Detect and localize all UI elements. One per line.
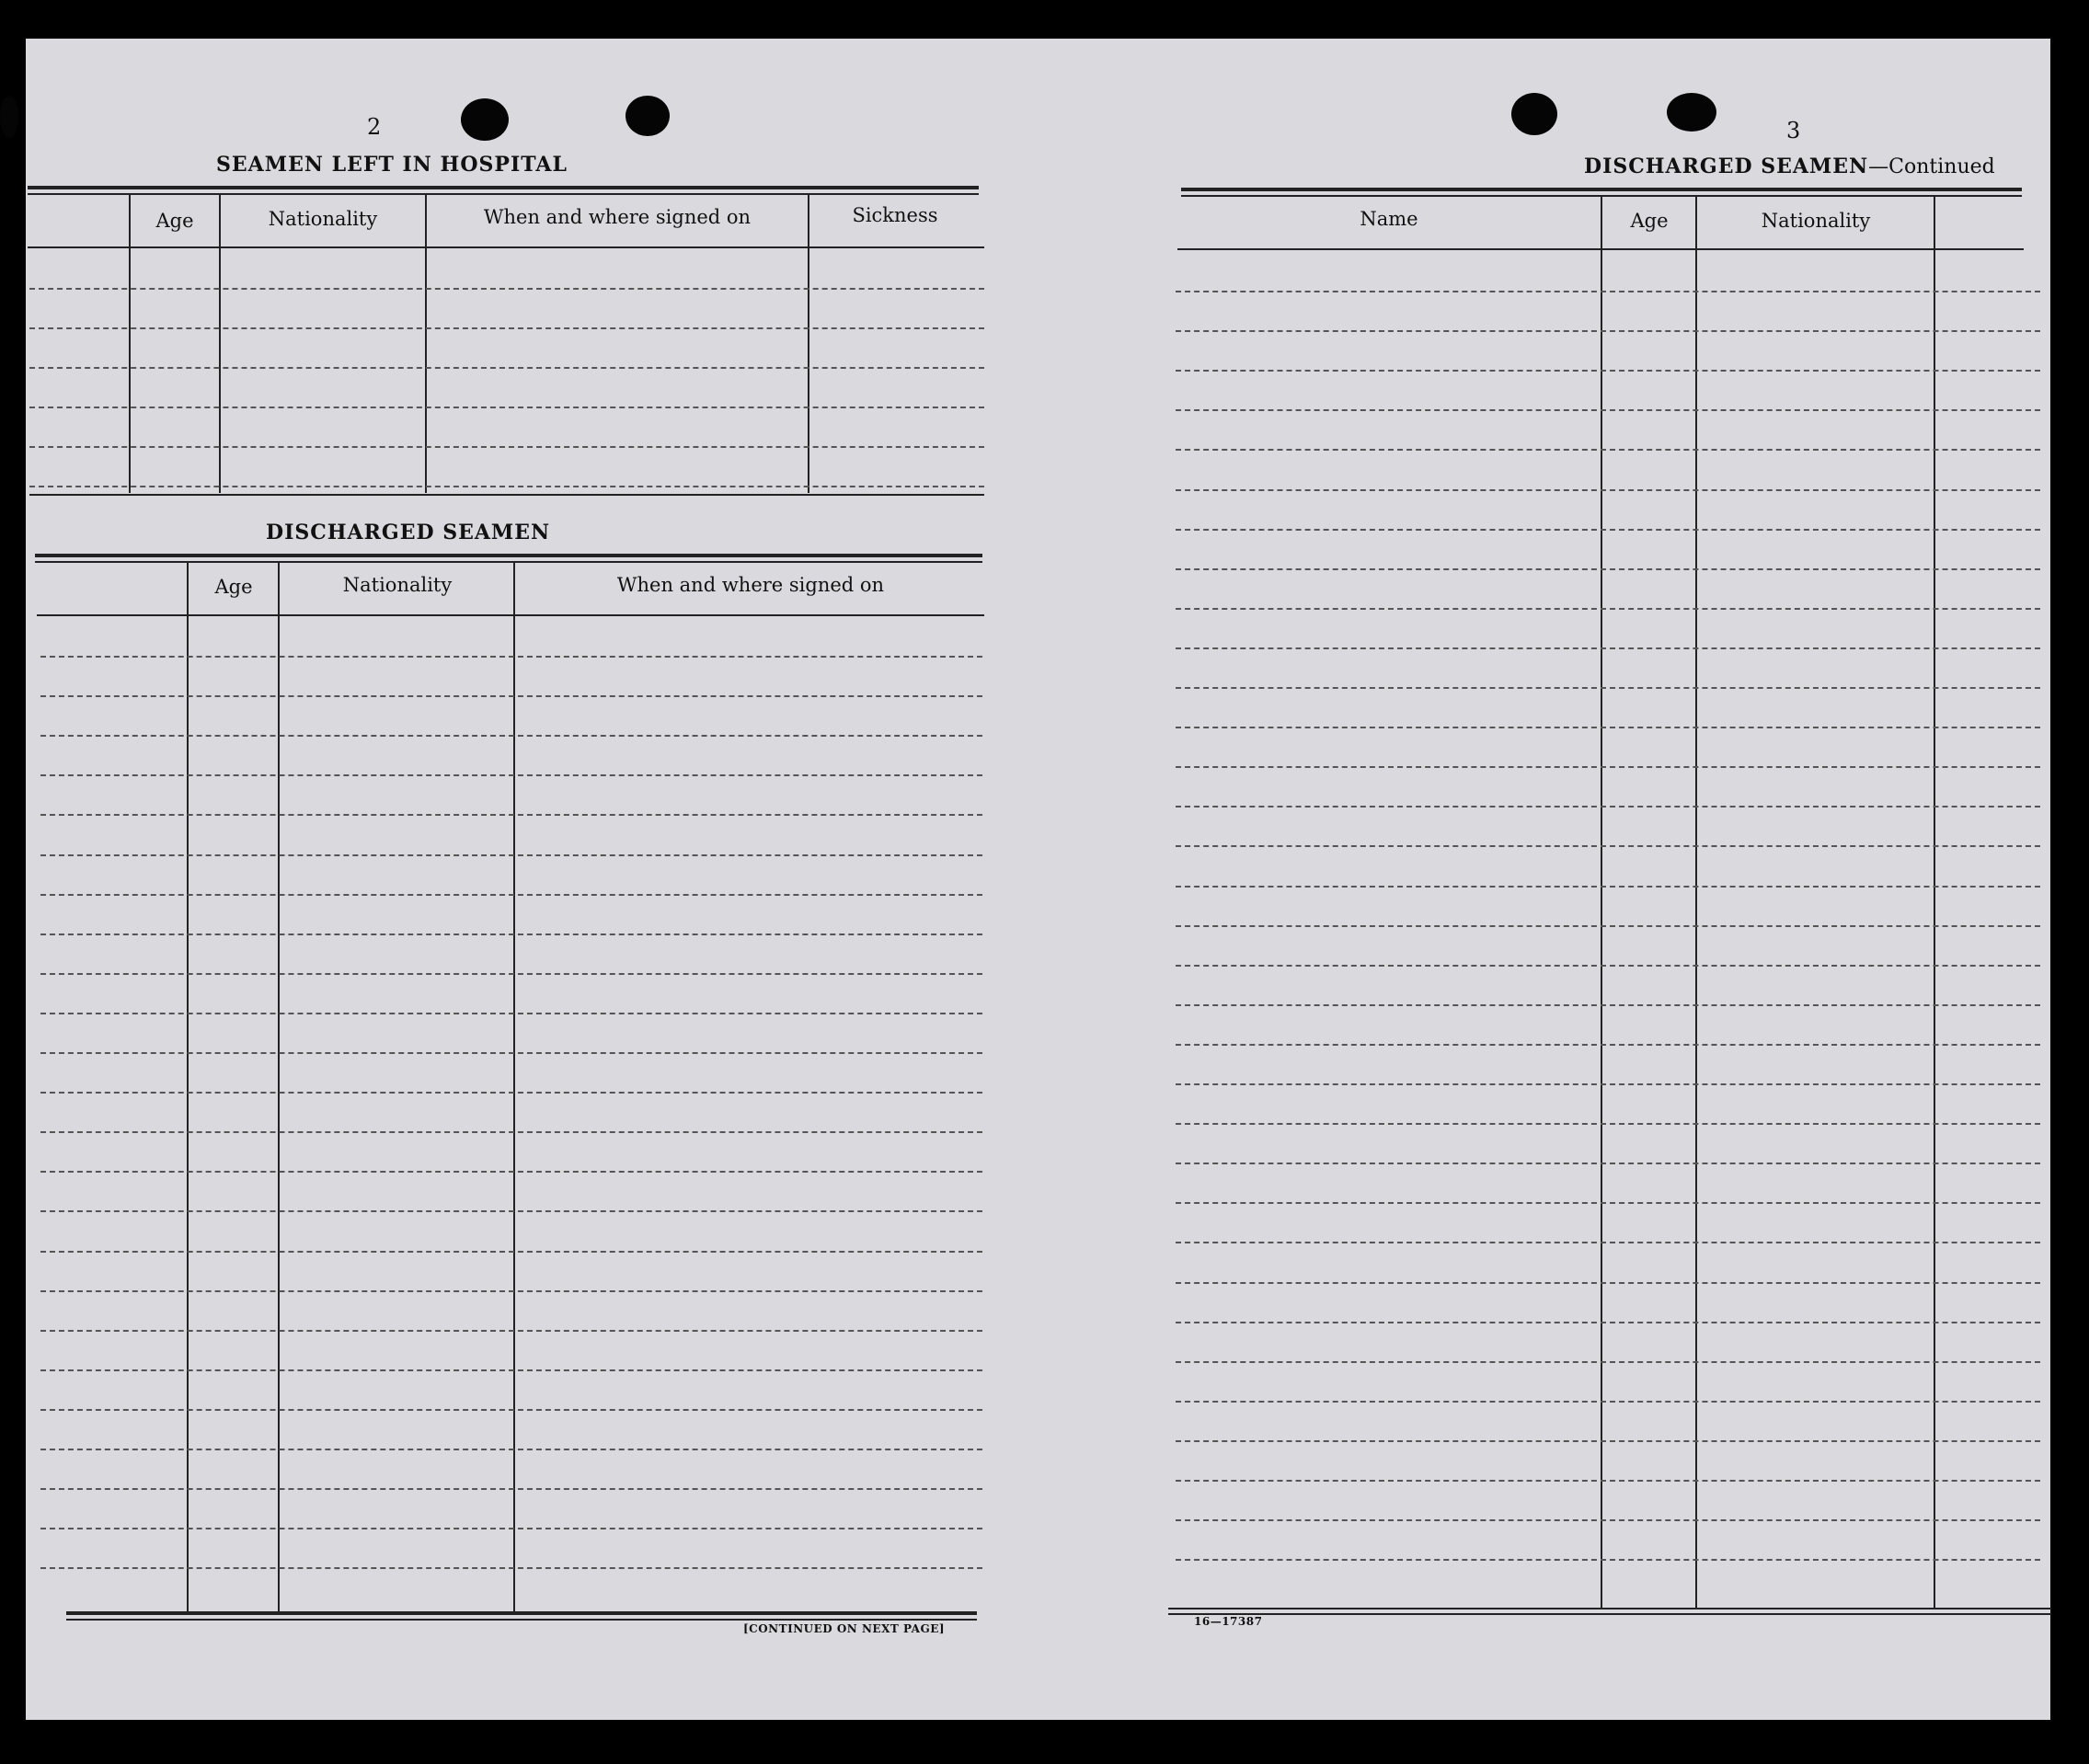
right-table-bottom-rule: [1168, 1608, 2051, 1609]
hospital-col-age: Age: [155, 210, 194, 232]
discharged-continued-title-suffix: —Continued: [1868, 155, 1995, 178]
row-rule: [40, 1369, 982, 1371]
hospital-row-rule: [29, 407, 984, 408]
row-rule: [40, 1052, 982, 1054]
row-rule: [1176, 1083, 2040, 1085]
punch-hole: [0, 96, 18, 138]
right-col-divider: [1695, 197, 1697, 1608]
hospital-col-divider: [808, 195, 809, 493]
discharged-table-top-rule: [35, 554, 982, 557]
row-rule: [1176, 647, 2040, 649]
row-rule: [1176, 1440, 2040, 1442]
row-rule: [1176, 727, 2040, 728]
row-rule: [40, 1567, 982, 1569]
row-rule: [1176, 330, 2040, 332]
right-col-age: Age: [1630, 210, 1669, 232]
row-rule: [40, 934, 982, 935]
row-rule: [40, 854, 982, 856]
row-rule: [40, 814, 982, 816]
row-rule: [40, 1449, 982, 1450]
hospital-row-rule: [29, 446, 984, 448]
row-rule: [1176, 1282, 2040, 1284]
row-rule: [1176, 1519, 2040, 1521]
row-rule: [1176, 1559, 2040, 1561]
row-rule: [1176, 1044, 2040, 1046]
discharged-col-age: Age: [214, 576, 253, 598]
discharged-section-title: DISCHARGED SEAMEN: [266, 521, 551, 544]
hospital-col-divider: [219, 195, 221, 493]
punch-hole: [626, 96, 670, 136]
right-col-name: Name: [1360, 208, 1418, 230]
hospital-row-rule: [29, 288, 984, 290]
hospital-header-rule: [28, 246, 984, 248]
punch-hole: [461, 98, 509, 141]
row-rule: [1176, 291, 2040, 292]
row-rule: [40, 1131, 982, 1133]
page-number-left: 2: [367, 114, 382, 140]
row-rule: [1176, 568, 2040, 570]
row-rule: [1176, 1401, 2040, 1403]
form-number: 16—17387: [1194, 1615, 1263, 1628]
discharged-table-bottom-rule: [66, 1611, 977, 1615]
discharged-col-divider: [278, 563, 280, 1611]
row-rule: [40, 1013, 982, 1014]
row-rule: [1176, 449, 2040, 451]
row-rule: [1176, 608, 2040, 610]
discharged-table-bottom-rule-inner: [66, 1619, 977, 1621]
hospital-col-divider: [129, 195, 131, 493]
right-table-top-rule: [1181, 188, 2022, 191]
discharged-table-top-rule-inner: [35, 561, 982, 563]
row-rule: [40, 735, 982, 737]
hospital-col-divider: [425, 195, 427, 493]
row-rule: [1176, 1202, 2040, 1204]
continued-note: [CONTINUED ON NEXT PAGE]: [743, 1622, 946, 1635]
row-rule: [1176, 1361, 2040, 1363]
row-rule: [1176, 1123, 2040, 1125]
discharged-header-rule: [37, 614, 984, 616]
right-col-divider: [1601, 197, 1602, 1608]
right-table-bottom-rule-inner: [1168, 1613, 2051, 1615]
hospital-table-bottom-rule: [29, 494, 984, 496]
row-rule: [40, 973, 982, 975]
hospital-row-rule: [29, 486, 984, 487]
row-rule: [1176, 965, 2040, 967]
discharged-continued-title: [1584, 155, 1995, 178]
punch-hole: [1511, 93, 1557, 135]
row-rule: [1176, 766, 2040, 768]
hospital-section-title: SEAMEN LEFT IN HOSPITAL: [216, 153, 568, 177]
row-rule: [40, 1092, 982, 1094]
discharged-col-divider: [187, 563, 189, 1611]
row-rule: [40, 1330, 982, 1332]
discharged-col-divider: [513, 563, 515, 1611]
row-rule: [1176, 489, 2040, 491]
row-rule: [1176, 529, 2040, 531]
hospital-row-rule: [29, 327, 984, 329]
row-rule: [40, 894, 982, 896]
row-rule: [1176, 370, 2040, 372]
row-rule: [1176, 687, 2040, 689]
row-rule: [40, 1488, 982, 1490]
row-rule: [1176, 1242, 2040, 1243]
right-col-nationality: Nationality: [1761, 210, 1871, 232]
hospital-col-signed-on: When and where signed on: [483, 206, 752, 228]
row-rule: [40, 656, 982, 658]
row-rule: [40, 1251, 982, 1253]
row-rule: [1176, 409, 2040, 411]
row-rule: [40, 1210, 982, 1212]
row-rule: [1176, 886, 2040, 888]
hospital-col-sickness: Sickness: [852, 204, 938, 226]
row-rule: [1176, 1480, 2040, 1482]
discharged-col-signed-on: When and where signed on: [616, 574, 885, 596]
row-rule: [1176, 1322, 2040, 1323]
discharged-col-nationality: Nationality: [342, 574, 453, 596]
row-rule: [40, 1409, 982, 1411]
hospital-col-nationality: Nationality: [268, 208, 378, 230]
row-rule: [1176, 845, 2040, 847]
row-rule: [40, 1290, 982, 1292]
row-rule: [40, 774, 982, 776]
page-number-right: 3: [1786, 118, 1801, 143]
row-rule: [1176, 1004, 2040, 1006]
row-rule: [1176, 806, 2040, 808]
right-col-divider: [1934, 197, 1935, 1608]
row-rule: [40, 1528, 982, 1529]
row-rule: [1176, 1163, 2040, 1164]
row-rule: [1176, 925, 2040, 927]
row-rule: [40, 1171, 982, 1173]
hospital-table-top-rule-inner: [28, 193, 979, 195]
row-rule: [40, 695, 982, 697]
hospital-row-rule: [29, 367, 984, 369]
discharged-continued-title-main: DISCHARGED SEAMEN: [1584, 155, 1869, 178]
hospital-table-top-rule: [28, 186, 979, 189]
punch-hole: [1667, 93, 1716, 132]
